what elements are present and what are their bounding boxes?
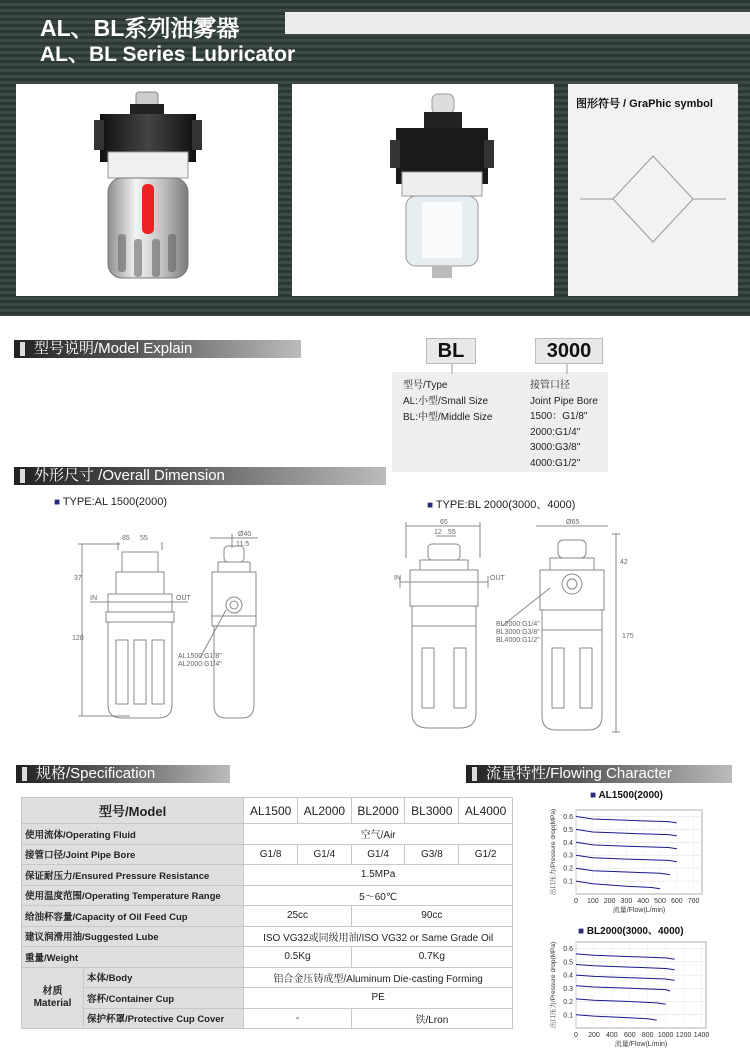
title-cn: AL、BL系列油雾器 bbox=[40, 15, 240, 41]
al-dim-55: 55 bbox=[140, 535, 148, 542]
row-label: 使用温度范围/Operating Temperature Range bbox=[22, 885, 244, 906]
bl-dim-175: 175 bbox=[622, 633, 634, 640]
bl-dim-55: 55 bbox=[448, 529, 456, 536]
x-tick-label: 700 bbox=[687, 898, 700, 905]
x-tick-label: 1400 bbox=[693, 1032, 710, 1039]
y-tick-label: 0.6 bbox=[563, 946, 573, 954]
material-label bbox=[22, 967, 84, 1029]
chart2-title: ■ BL2000(3000、4000) bbox=[578, 922, 684, 937]
row-label: 本体/Body bbox=[84, 967, 244, 988]
row-value: 25cc bbox=[244, 906, 351, 927]
row-value: PE bbox=[244, 988, 513, 1009]
section-flowing-character: 流量特性/Flowing Character bbox=[466, 765, 732, 783]
plot-area bbox=[576, 810, 702, 894]
table-row bbox=[22, 926, 513, 947]
al-dim-37: 37 bbox=[74, 575, 82, 582]
section-model-explain: 型号说明/Model Explain bbox=[14, 340, 301, 358]
table-row bbox=[22, 947, 513, 968]
title-decor-bar bbox=[285, 12, 750, 34]
row-label: 保护杯罩/Protective Cup Cover bbox=[84, 1008, 244, 1029]
y-tick-label: 0.2 bbox=[563, 999, 573, 1007]
x-tick-label: 400 bbox=[606, 1032, 618, 1039]
x-tick-label: 600 bbox=[623, 1032, 636, 1039]
row-label: 重量/Weight bbox=[22, 947, 244, 968]
row-value: 空气/Air bbox=[244, 824, 513, 845]
bore-line: 3000:G3/8" bbox=[530, 442, 581, 453]
type-line: 型号/Type bbox=[403, 380, 448, 391]
al-out-label: OUT bbox=[176, 595, 191, 602]
y-tick-label: 0.4 bbox=[563, 972, 573, 980]
al-note-1: AL1500:G1/8" bbox=[178, 653, 222, 660]
graphic-symbol-panel bbox=[568, 84, 738, 296]
row-label: 接管口径/Joint Pipe Bore bbox=[22, 844, 244, 865]
product-photo-bl bbox=[292, 84, 554, 296]
model-col: BL2000 bbox=[351, 798, 405, 824]
title-en: AL、BL Series Lubricator bbox=[40, 43, 296, 66]
bl-note-2: BL3000:G3/8" bbox=[496, 629, 540, 636]
row-value: - bbox=[244, 1008, 351, 1029]
x-tick-label: 1000 bbox=[657, 1032, 674, 1039]
row-value: G1/4 bbox=[351, 844, 405, 865]
model-col: AL4000 bbox=[459, 798, 513, 824]
al-dim-11-5: 11.5 bbox=[236, 541, 250, 548]
row-value: G1/4 bbox=[298, 844, 352, 865]
row-label: 容杯/Container Cup bbox=[84, 988, 244, 1009]
al-note-2: AL2000:G1/4" bbox=[178, 661, 222, 668]
bore-explain bbox=[530, 378, 598, 471]
spec-header-label: 型号/Model bbox=[22, 798, 244, 824]
model-code-size: 3000 bbox=[535, 338, 603, 364]
bore-line: Joint Pipe Bore bbox=[530, 395, 598, 407]
model-col: AL2000 bbox=[298, 798, 352, 824]
type-bl-label: ■ TYPE:BL 2000(3000、4000) bbox=[427, 496, 575, 512]
al-in-label: IN bbox=[90, 595, 97, 602]
al-dim-dia: Ø40 bbox=[238, 531, 252, 538]
x-tick-label: 200 bbox=[588, 1032, 600, 1039]
flow-chart-al bbox=[548, 802, 718, 920]
row-value: G1/2 bbox=[459, 844, 513, 865]
row-value: G1/8 bbox=[244, 844, 298, 865]
y-tick-label: 0.2 bbox=[563, 865, 573, 873]
x-tick-label: 800 bbox=[641, 1032, 654, 1039]
bl-note-1: BL2000:G1/4" bbox=[496, 621, 540, 628]
row-label: 使用流体/Operating Fluid bbox=[22, 824, 244, 845]
row-label: 保证耐压力/Ensured Pressure Resistance bbox=[22, 865, 244, 886]
x-tick-label: 300 bbox=[620, 898, 633, 905]
y-tick-label: 0.1 bbox=[563, 878, 573, 886]
section-overall-dimension: 外形尺寸 /Overall Dimension bbox=[14, 467, 386, 485]
y-tick-label: 0.5 bbox=[563, 959, 573, 967]
section-specification: 规格/Specification bbox=[16, 765, 230, 783]
table-row bbox=[22, 844, 513, 865]
row-value: 0.5Kg bbox=[244, 947, 351, 968]
material-label-en: Material bbox=[33, 997, 72, 1009]
y-tick-label: 0.4 bbox=[563, 839, 573, 847]
y-tick-label: 0.5 bbox=[563, 826, 573, 834]
type-explain bbox=[403, 378, 492, 426]
model-code-prefix: BL bbox=[426, 338, 476, 364]
flow-chart-bl bbox=[548, 934, 718, 1058]
chart1-title: ■ AL1500(2000) bbox=[590, 790, 663, 801]
table-row bbox=[22, 967, 513, 988]
row-label: 给油杯容量/Capacity of Oil Feed Cup bbox=[22, 906, 244, 927]
x-tick-label: 0 bbox=[574, 898, 578, 905]
model-col: AL1500 bbox=[244, 798, 298, 824]
bl-dim-12: 12 bbox=[434, 529, 442, 536]
row-value: 铝合金压铸成型/Aluminum Die-casting Forming bbox=[244, 967, 513, 988]
bl-in-label: IN bbox=[394, 575, 401, 582]
bl-dim-dia: Ø65 bbox=[566, 519, 580, 526]
al-dim-85: 85 bbox=[122, 535, 130, 542]
al-dimension-drawing bbox=[70, 530, 280, 730]
row-value: 5～60℃ bbox=[244, 885, 513, 906]
table-row bbox=[22, 824, 513, 845]
bore-line: 接管口径 bbox=[530, 380, 570, 391]
model-explain-connector bbox=[392, 364, 608, 374]
graphic-symbol-label: 图形符号 / GraPhic symbol bbox=[576, 98, 713, 110]
y-tick-label: 0.1 bbox=[563, 1012, 573, 1020]
y-tick-label: 0.6 bbox=[563, 813, 573, 821]
y-axis-label: 出口压力/Pressure drop(MPa) bbox=[550, 941, 557, 1029]
x-tick-label: 1200 bbox=[675, 1032, 692, 1039]
x-axis-label: 流量/Flow(L/min) bbox=[614, 1041, 668, 1048]
x-tick-label: 0 bbox=[574, 1032, 578, 1039]
bl-dimension-drawing bbox=[390, 518, 650, 740]
row-value: 铁/Lron bbox=[351, 1008, 512, 1029]
table-row bbox=[22, 988, 513, 1009]
type-line: AL:小型/Small Size bbox=[403, 396, 489, 407]
table-row bbox=[22, 885, 513, 906]
x-tick-label: 100 bbox=[586, 898, 599, 905]
bore-line: 4000:G1/2" bbox=[530, 457, 581, 469]
y-tick-label: 0.3 bbox=[563, 852, 573, 860]
row-value: 90cc bbox=[351, 906, 512, 927]
bl-dim-65: 65 bbox=[440, 519, 448, 526]
table-row bbox=[22, 1008, 513, 1029]
row-value: ISO VG32或同级用油/ISO VG32 or Same Grade Oil bbox=[244, 926, 513, 947]
spec-table bbox=[21, 797, 513, 1029]
x-tick-label: 200 bbox=[603, 898, 616, 905]
x-tick-label: 400 bbox=[637, 898, 650, 905]
row-label: 建议润滑用油/Suggested Lube bbox=[22, 926, 244, 947]
row-value: 1.5MPa bbox=[244, 865, 513, 886]
al-dim-120: 120 bbox=[72, 635, 84, 642]
x-tick-label: 600 bbox=[670, 898, 683, 905]
type-al-label: ■ TYPE:AL 1500(2000) bbox=[54, 496, 167, 508]
row-value: G3/8 bbox=[405, 844, 459, 865]
bore-line: 2000:G1/4" bbox=[530, 426, 581, 438]
bl-note-3: BL4000:G1/2" bbox=[496, 637, 540, 644]
y-axis-label: 出口压力/Pressure drop(MPa) bbox=[550, 808, 557, 896]
x-axis-label: 流量/Flow(L/min) bbox=[612, 907, 666, 914]
bl-out-label: OUT bbox=[490, 575, 505, 582]
model-col: BL3000 bbox=[405, 798, 459, 824]
table-row bbox=[22, 798, 513, 824]
table-row bbox=[22, 906, 513, 927]
material-label-cn: 材质 bbox=[42, 985, 63, 997]
table-row bbox=[22, 865, 513, 886]
y-tick-label: 0.3 bbox=[563, 985, 573, 993]
bore-line: 1500：G1/8" bbox=[530, 411, 588, 422]
product-photo-al bbox=[16, 84, 278, 296]
row-value: 0.7Kg bbox=[351, 947, 512, 968]
x-tick-label: 500 bbox=[654, 898, 666, 905]
bl-dim-42: 42 bbox=[620, 559, 628, 566]
type-line: BL:中型/Middle Size bbox=[403, 412, 493, 423]
